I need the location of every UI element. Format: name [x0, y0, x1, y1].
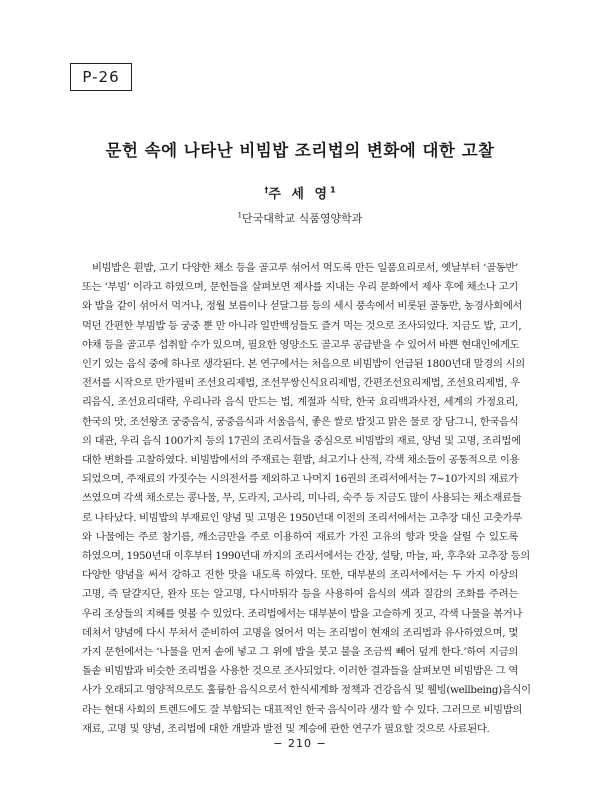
body-line: 사가 오래되고 영양적으로도 훌륭한 음식으로서 한식세계화 정책과 건강음식 및 웰빙(wellbeing)음식이 [82, 684, 531, 697]
body-line: 하였으며, 1950년대 이후부터 1990년대 까지의 조리서에서는 간장, 설탕, 마늘, 파, 후추와 고추장 등의 [82, 550, 530, 563]
body-line: 가지 문헌에서는 ‘나물을 먼저 솥에 넣고 그 위에 밥을 붓고 불을 조금씩 빼어 덮게 한다.’하여 지금의 [82, 646, 518, 659]
body-line: 먹던 간편한 부빔밥 등 궁중 뿐 만 아니라 일반백성들도 즐겨 먹는 것으로 조사되었다. 지금도 밥, 고기, [82, 319, 522, 332]
page-number: − 210 − [273, 737, 327, 750]
body-line: 와 밥을 같이 섞어서 먹거나, 정월 보름이나 섣달그믐 등의 세시 풍속에서 비롯된 골동반, 농경사회에서 [82, 300, 523, 313]
body-line: 라는 현대 사회의 트렌드에도 잘 부합되는 대표적인 한국 음식이라 생각 할 수 있다. 그러므로 비빔밥의 [82, 703, 523, 716]
body-line: 우리 조상들의 지혜를 엿볼 수 있었다. 조리법에서는 대부분이 밥을 고슬하게 짓고, 각색 나물을 볶거나 [82, 607, 523, 620]
corresponding-mark: † [264, 185, 269, 195]
affil-text: 단국대학교 식품영양학과 [242, 212, 363, 225]
body-line: 돌솥 비빔밥과 비슷한 조리법을 사용한 것으로 조사되었다. 이러한 결과들을 살펴보면 비빔밥은 그 역 [82, 665, 518, 678]
body-line: 와 나물에는 주로 참기름, 깨소금만을 주로 이용하여 재료가 가진 고유의 향과 맛을 살릴 수 있도록 [82, 530, 518, 543]
body-line: 재료, 고명 및 양념, 조리법에 대한 개발과 발전 및 계승에 관한 연구가 필요할 것으로 사료된다. [82, 722, 490, 735]
body-line: 데쳐서 양념에 다시 무쳐서 준비하여 고명을 얹어서 먹는 조리법이 현재의 조리법과 유사하였으며, 몇 [82, 626, 518, 639]
body-line: 되었으며, 주재료의 가짓수는 시의전서를 제외하고 나머지 16권의 조리서에서는 7~10가지의 재료가 [82, 473, 518, 486]
body-line: 대한 변화를 고찰하였다. 비빔밥에서의 주재료는 흰밥, 쇠고기나 산적, 각색 채소들이 공통적으로 이용 [82, 454, 520, 467]
body-line: 전서를 시작으로 만가필비 조선요리제법, 조선무쌍신식요리제법, 간편조선요리제법, 조선요리제법, 우 [82, 377, 520, 390]
poster-tag: P-26 [70, 63, 132, 91]
body-line: 리음식, 조선요리대략, 우리나라 음식 만드는 법, 계절과 식탁, 한국 요리백과사전, 세계의 가정요리, [82, 396, 518, 409]
author-name: 주 세 영 [268, 187, 331, 202]
body-line: 쓰였으며 각색 채소로는 콩나물, 무, 도라지, 고사리, 미나리, 숙주 등 지금도 많이 사용되는 채소재료들 [82, 492, 522, 505]
abstract-body [82, 259, 531, 739]
body-line: 야채 등을 골고루 섭취할 수가 있으며, 필요한 영양소도 골고루 공급받을 수 있어서 바쁜 현대인에게도 [82, 338, 520, 351]
body-line: 의 대관, 우리 음식 100가지 등의 17권의 조리서들을 중심으로 비빔밥의 재료, 양념 및 고명, 조리법에 [82, 434, 521, 447]
author-affil-sup: 1 [330, 185, 336, 195]
author-line [0, 183, 600, 202]
body-line: 또는 ‘부빔’ 이라고 하였으며, 문헌들을 살펴보면 제사를 지내는 우리 문화에서 제사 후에 채소나 고기 [82, 281, 518, 294]
paper-title: 문헌 속에 나타난 비빔밥 조리법의 변화에 대한 고찰 [105, 141, 495, 160]
body-line: 비빔밥은 흰밥, 고기 다양한 채소 등을 골고루 섞어서 먹도록 만든 일품요리로서, 옛날부터 ‘골동반’ [92, 262, 518, 274]
body-line: 로 나타났다. 비빔밥의 부재료인 양념 및 고명은 1950년대 이전의 조리서에서는 고추장 대신 고춧가루 [82, 511, 522, 524]
body-line: 인기 있는 음식 중에 하나로 생각된다. 본 연구에서는 처음으로 비빔밥이 언급된 1800년대 말경의 시의 [82, 358, 525, 371]
body-line: 한국의 맛, 조선왕조 궁중음식, 궁중음식과 서울음식, 좋은 쌀로 밥짓고 맑은 물로 장 담그니, 한국음식 [82, 415, 519, 428]
body-line: 다양한 양념을 써서 강하고 진한 맛을 내도록 하였다. 또한, 대부분의 조리서에서는 두 가지 이상의 [82, 569, 518, 582]
affil-sup: 1 [237, 211, 243, 220]
affiliation [0, 210, 600, 226]
body-line: 고명, 즉 달걀지단, 완자 또는 알고명, 다시마튀각 등을 사용하여 음식의 색과 질감의 조화를 주려는 [82, 588, 518, 601]
